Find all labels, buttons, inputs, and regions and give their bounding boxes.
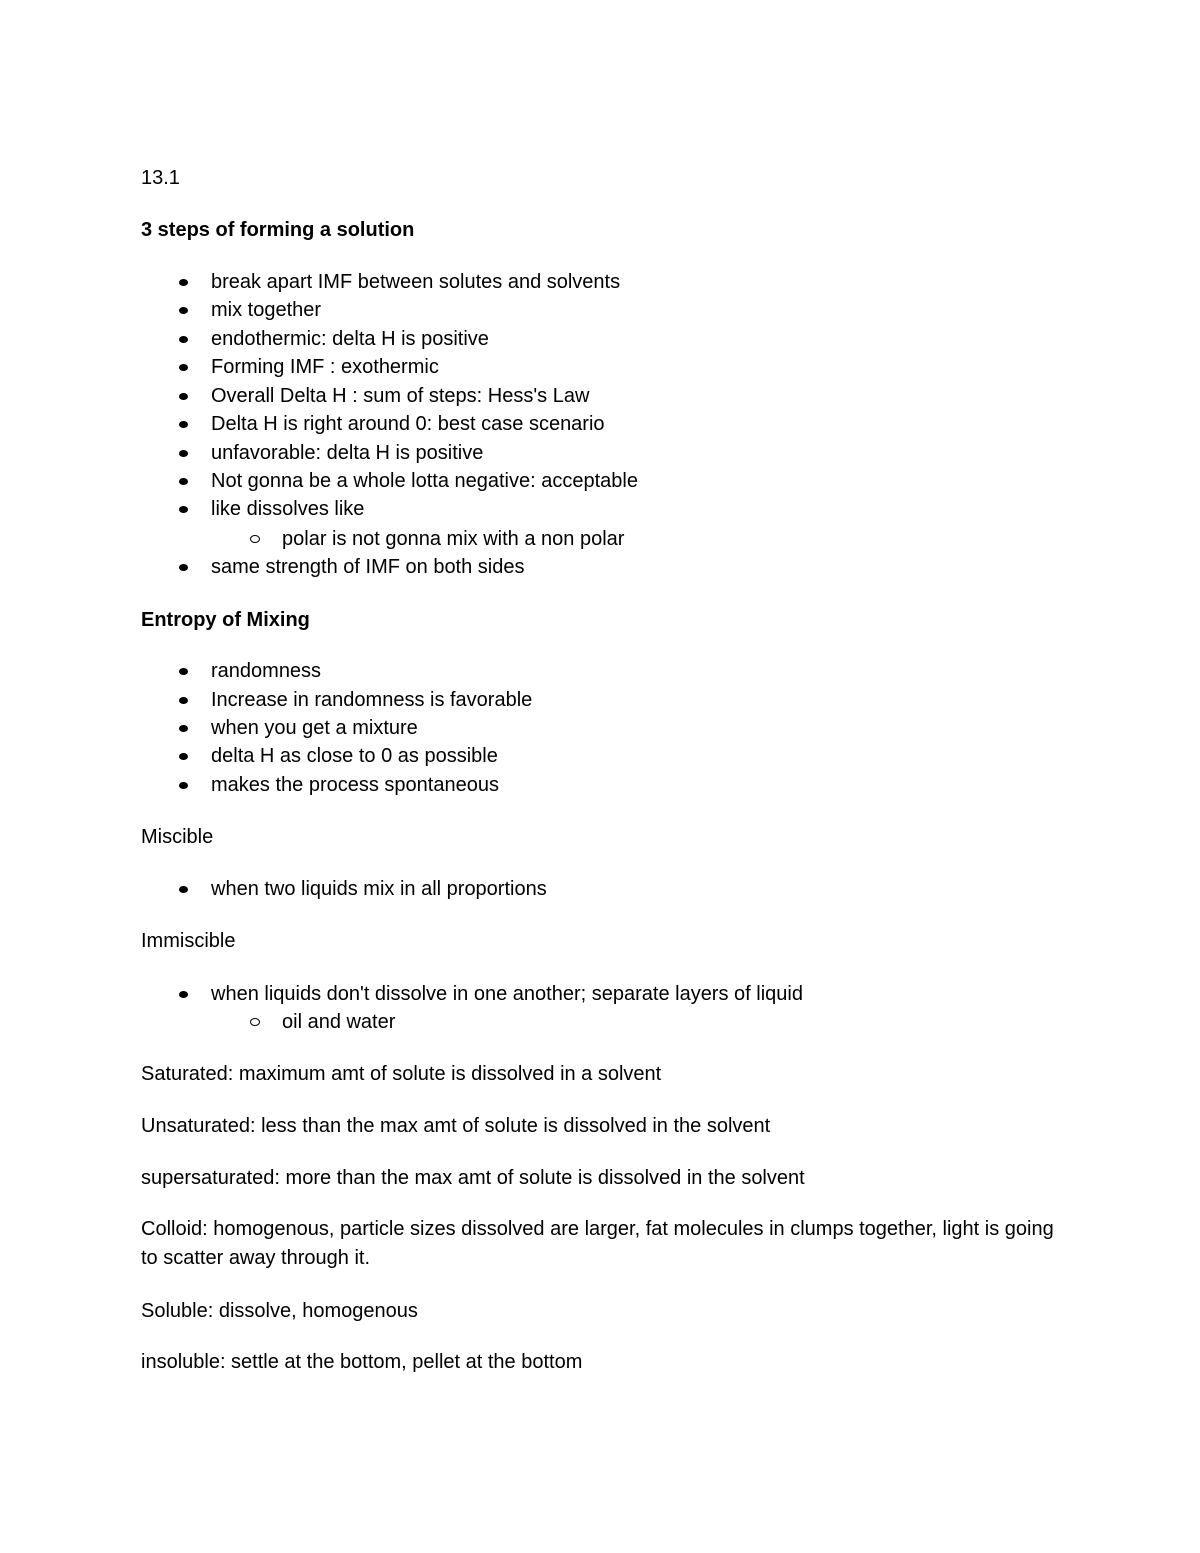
bullet-icon xyxy=(179,336,188,343)
heading-entropy-of-mixing: Entropy of Mixing xyxy=(141,609,310,631)
bullet-icon xyxy=(179,307,188,314)
definition-soluble: Soluble: dissolve, homogenous xyxy=(141,1300,418,1322)
bullet-icon xyxy=(179,564,188,571)
bullet-icon xyxy=(179,393,188,400)
definition-unsaturated: Unsaturated: less than the max amt of solute is dissolved in the solvent xyxy=(141,1115,771,1137)
heading-immiscible: Immiscible xyxy=(141,930,236,952)
bullet-icon xyxy=(179,506,188,513)
bullet-icon xyxy=(179,421,188,428)
bullet-icon xyxy=(179,478,188,485)
hollow-bullet-icon xyxy=(250,535,260,543)
bullet-icon xyxy=(179,991,188,998)
heading-miscible: Miscible xyxy=(141,826,214,848)
bullet-icon xyxy=(179,364,188,371)
definition-supersaturated: supersaturated: more than the max amt of solute is dissolved in the solvent xyxy=(141,1167,805,1189)
bullet-icon xyxy=(179,753,188,760)
section-number: 13.1 xyxy=(141,167,180,189)
definition-colloid: Colloid: homogenous, particle sizes dissolved are larger, fat molecules in clumps together, light is going to scatter away through it. xyxy=(141,1218,1054,1269)
hollow-bullet-icon xyxy=(250,1018,260,1026)
bullet-icon xyxy=(179,782,188,789)
definition-saturated: Saturated: maximum amt of solute is dissolved in a solvent xyxy=(141,1063,662,1085)
heading-steps-forming-solution: 3 steps of forming a solution xyxy=(141,219,415,241)
bullet-icon xyxy=(179,697,188,704)
bullet-icon xyxy=(179,450,188,457)
bullet-icon xyxy=(179,886,188,893)
bullet-icon xyxy=(179,279,188,286)
bullet-icon xyxy=(179,668,188,675)
definition-insoluble: insoluble: settle at the bottom, pellet at the bottom xyxy=(141,1351,583,1373)
bullet-icon xyxy=(179,725,188,732)
